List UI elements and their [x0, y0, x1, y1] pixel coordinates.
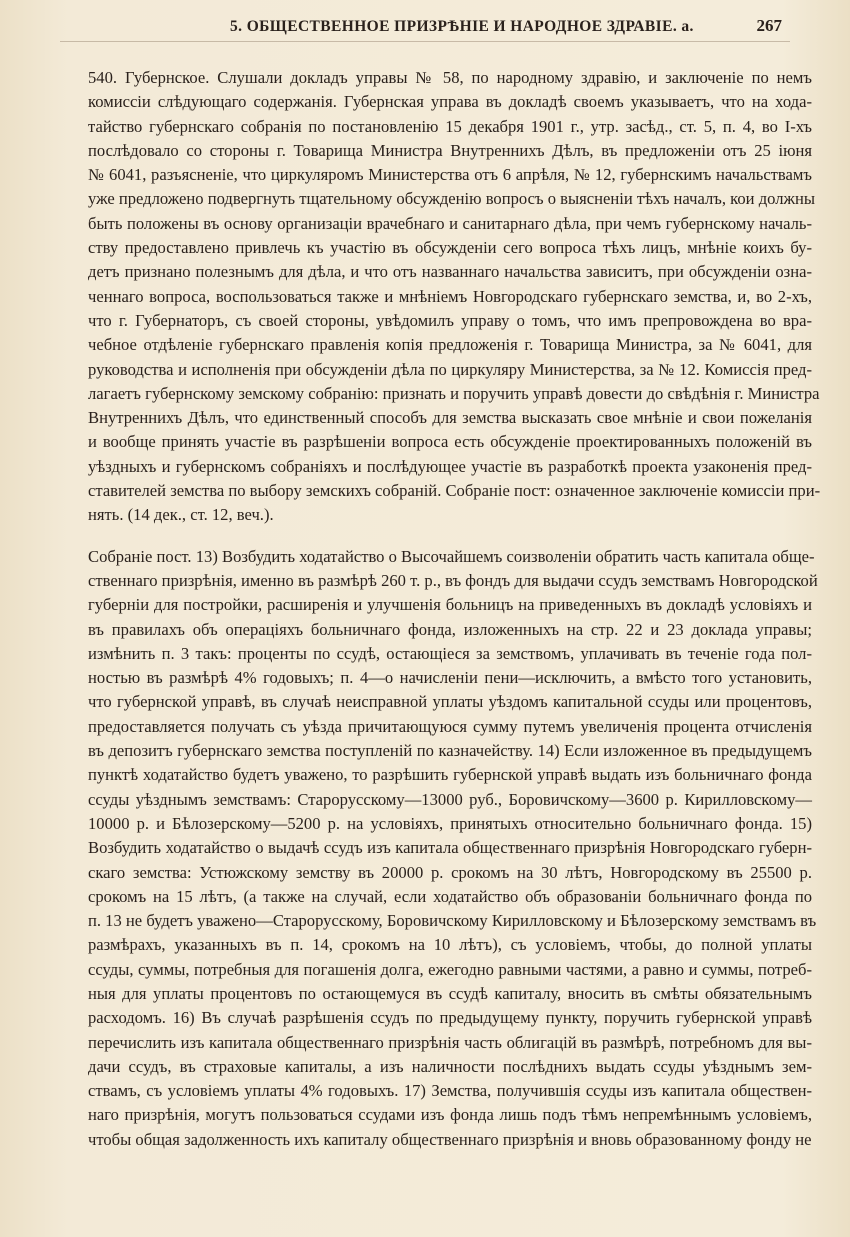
text-line: уже предложено подвергнуть тщательному обсужденію вопросъ о выясненіи тѣхъ началъ, кои должны [88, 189, 815, 209]
text-line: губерніи для постройки, расширенія и улучшенія больницъ на приведенныхъ въ докладѣ условіяхъ и [88, 595, 812, 615]
text-line: ныя для уплаты процентовъ по остающемуся въ ссудѣ капиталу, вносить въ смѣты обязательнымъ [88, 983, 812, 1003]
text-line: ностью въ размѣрѣ 4% годовыхъ; п. 4—о начисленіи пени—исключить, а вмѣсто того установить, [88, 668, 812, 688]
text-line: Внутреннихъ Дѣлъ, что единственный способъ для земства высказать свое мнѣніе и свои пожеланія [88, 408, 812, 428]
text-line: ставителей земства по выбору земскихъ собраній. Собраніе пост: означенное заключеніе комиссіи при- [88, 481, 821, 501]
text-line: и вообще принять участіе въ разрѣшеніи вопроса есть обсужденіе проектированныхъ положеній въ [88, 432, 812, 452]
text-line: предоставляется получать съ уѣзда причитающуюся сумму путемъ увеличенія процента отчисленія [88, 716, 812, 736]
text-line: въ правилахъ объ операціяхъ больничнаго фонда, изложенныхъ на стр. 22 и 23 доклада управы; [88, 619, 812, 639]
text-line: детъ признано полезнымъ для дѣла, и что отъ названнаго начальства зависитъ, при обсужденіи озна- [88, 262, 812, 282]
text-line: чебное отдѣленіе губернскаго правленія копія предложенія г. Товарища Министра, за № 6041, для [88, 335, 812, 355]
text-line: что губернской управѣ, въ случаѣ неисправной уплаты уѣздомъ капитальной ссуды или процентовъ, [88, 692, 812, 712]
text-line: № 6041, разъясненіе, что циркуляромъ Министерства отъ 6 апрѣля, № 12, губернскимъ начальствамъ [88, 165, 812, 185]
text-line: ченнаго вопроса, воспользоваться также и мнѣніемъ Новгородскаго губернскаго земства, и, во 2-хъ, [88, 286, 812, 306]
text-line: чтобы общая задолженность ихъ капиталу общественнаго призрѣнія и вновь образованному фонду не [88, 1129, 812, 1149]
text-line: скаго земства: Устюжскому земству въ 20000 р. срокомъ на 30 лѣтъ, Новгородскому въ 25500 р. [88, 862, 812, 882]
page-body [88, 66, 821, 1152]
text-line: 10000 р. и Бѣлозерскому—5200 р. на условіяхъ, принятыхъ относительно больничнаго фонда. 15) [88, 813, 812, 833]
text-line: что г. Губернаторъ, съ своей стороны, увѣдомилъ управу о томъ, что имъ препровождена во вра- [88, 310, 812, 330]
page-header [60, 12, 790, 44]
text-line: ссуды уѣзднымъ земствамъ: Старорусскому—13000 руб., Боровичскому—3600 р. Кирилловскому— [88, 789, 812, 809]
text-line: Возбудить ходатайство о выдачѣ ссудъ изъ капитала общественнаго призрѣнія Новгородскаго губерн- [88, 838, 812, 858]
paragraph-2 [88, 545, 818, 1152]
text-line: руководства и исполненія при обсужденіи дѣла по циркуляру Министерства, за № 12. Комиссія пред- [88, 359, 812, 379]
text-line: тайство губернскаго собранія по постановленію 15 декабря 1901 г., утр. засѣд., ст. 5, п. 4, во І-хъ [88, 116, 812, 136]
text-line: уѣздныхъ и губернскомъ собраніяхъ и послѣдующее участіе въ разработкѣ проекта узаконенія пред- [88, 456, 812, 476]
text-line: пунктѣ ходатайство будетъ уважено, то разрѣшить губернской управѣ выдать изъ больничнаго фонда [88, 765, 812, 785]
text-line: послѣдовало со стороны г. Товарища Министра Внутреннихъ Дѣлъ, въ предложеніи отъ 25 іюня [88, 140, 812, 160]
text-line: размѣрахъ, указанныхъ въ п. 14, срокомъ на 10 лѣтъ), съ условіемъ, чтобы, до полной уплаты [88, 935, 812, 955]
text-line: ссуды, суммы, потребныя для погашенія долга, ежегодно равными частями, а равно и суммы, потреб- [88, 959, 812, 979]
text-line: срокомъ на 15 лѣтъ, (а также на случай, если ходатайство объ образованіи больничнаго фонда по [88, 886, 812, 906]
text-line: лагаетъ губернскому земскому собранію: признать и поручить управѣ довести до свѣдѣнія г. Министра [88, 383, 820, 403]
text-line: нять. (14 дек., ст. 12, веч.). [88, 505, 274, 525]
text-line: 540. Губернское. Слушали докладъ управы № 58, по народному здравію, и заключеніе по немъ [88, 68, 812, 87]
text-line: Собраніе пост. 13) Возбудить ходатайство о Высочайшемъ соизволеніи обратить часть капитала обще- [88, 546, 815, 566]
text-line: п. 13 не будетъ уважено—Старорусскому, Боровичскому Кирилловскому и Бѣлозерскому земствамъ въ [88, 911, 817, 931]
running-title: 5. ОБЩЕСТВЕННОЕ ПРИЗРѢНІЕ И НАРОДНОЕ ЗДРАВІЕ. а. [230, 18, 694, 35]
paragraph-1 [88, 66, 821, 528]
text-line: наго призрѣнія, могутъ пользоваться ссудами изъ фонда лишь подъ тѣмъ непремѣннымъ условіемъ, [88, 1105, 812, 1125]
text-line: комиссіи слѣдующаго содержанія. Губернская управа въ докладѣ своемъ указываетъ, что на хода- [88, 92, 812, 112]
page-number: 267 [756, 16, 782, 35]
header-rule [60, 41, 790, 42]
text-line: перечислить изъ капитала общественнаго призрѣнія часть облигацій въ размѣрѣ, потребномъ для вы- [88, 1032, 812, 1052]
text-line: въ депозитъ губернскаго земства поступленій по казначейству. 14) Если изложенное въ предыдущемъ [88, 741, 812, 761]
text-line: ствамъ, съ условіемъ уплаты 4% годовыхъ. 17) Земства, получившія ссуды изъ капитала обществен- [88, 1081, 812, 1101]
text-line: расходомъ. 16) Въ случаѣ разрѣшенія ссудъ по предыдущему пункту, поручить губернской управѣ [88, 1008, 812, 1028]
text-line: быть положены въ основу организаціи врачебнаго и санитарнаго дѣла, при чемъ губернскому началь- [88, 213, 812, 233]
text-line: измѣнить п. 3 такъ: проценты по ссудѣ, остающіеся за земствомъ, уплачивать въ теченіе года пол- [88, 643, 812, 663]
text-line: дачи ссудъ, въ страховые капиталы, а изъ наличности послѣднихъ выдать ссуды уѣзднымъ зем- [88, 1056, 812, 1076]
text-line: ству предоставлено привлечь къ участію въ обсужденіи сего вопроса тѣхъ лицъ, мнѣніе коихъ бу- [88, 238, 812, 258]
text-line: ственнаго призрѣнія, именно въ размѣрѣ 260 т. р., въ фондъ для выдачи ссудъ земствамъ Новгородской [88, 570, 818, 590]
